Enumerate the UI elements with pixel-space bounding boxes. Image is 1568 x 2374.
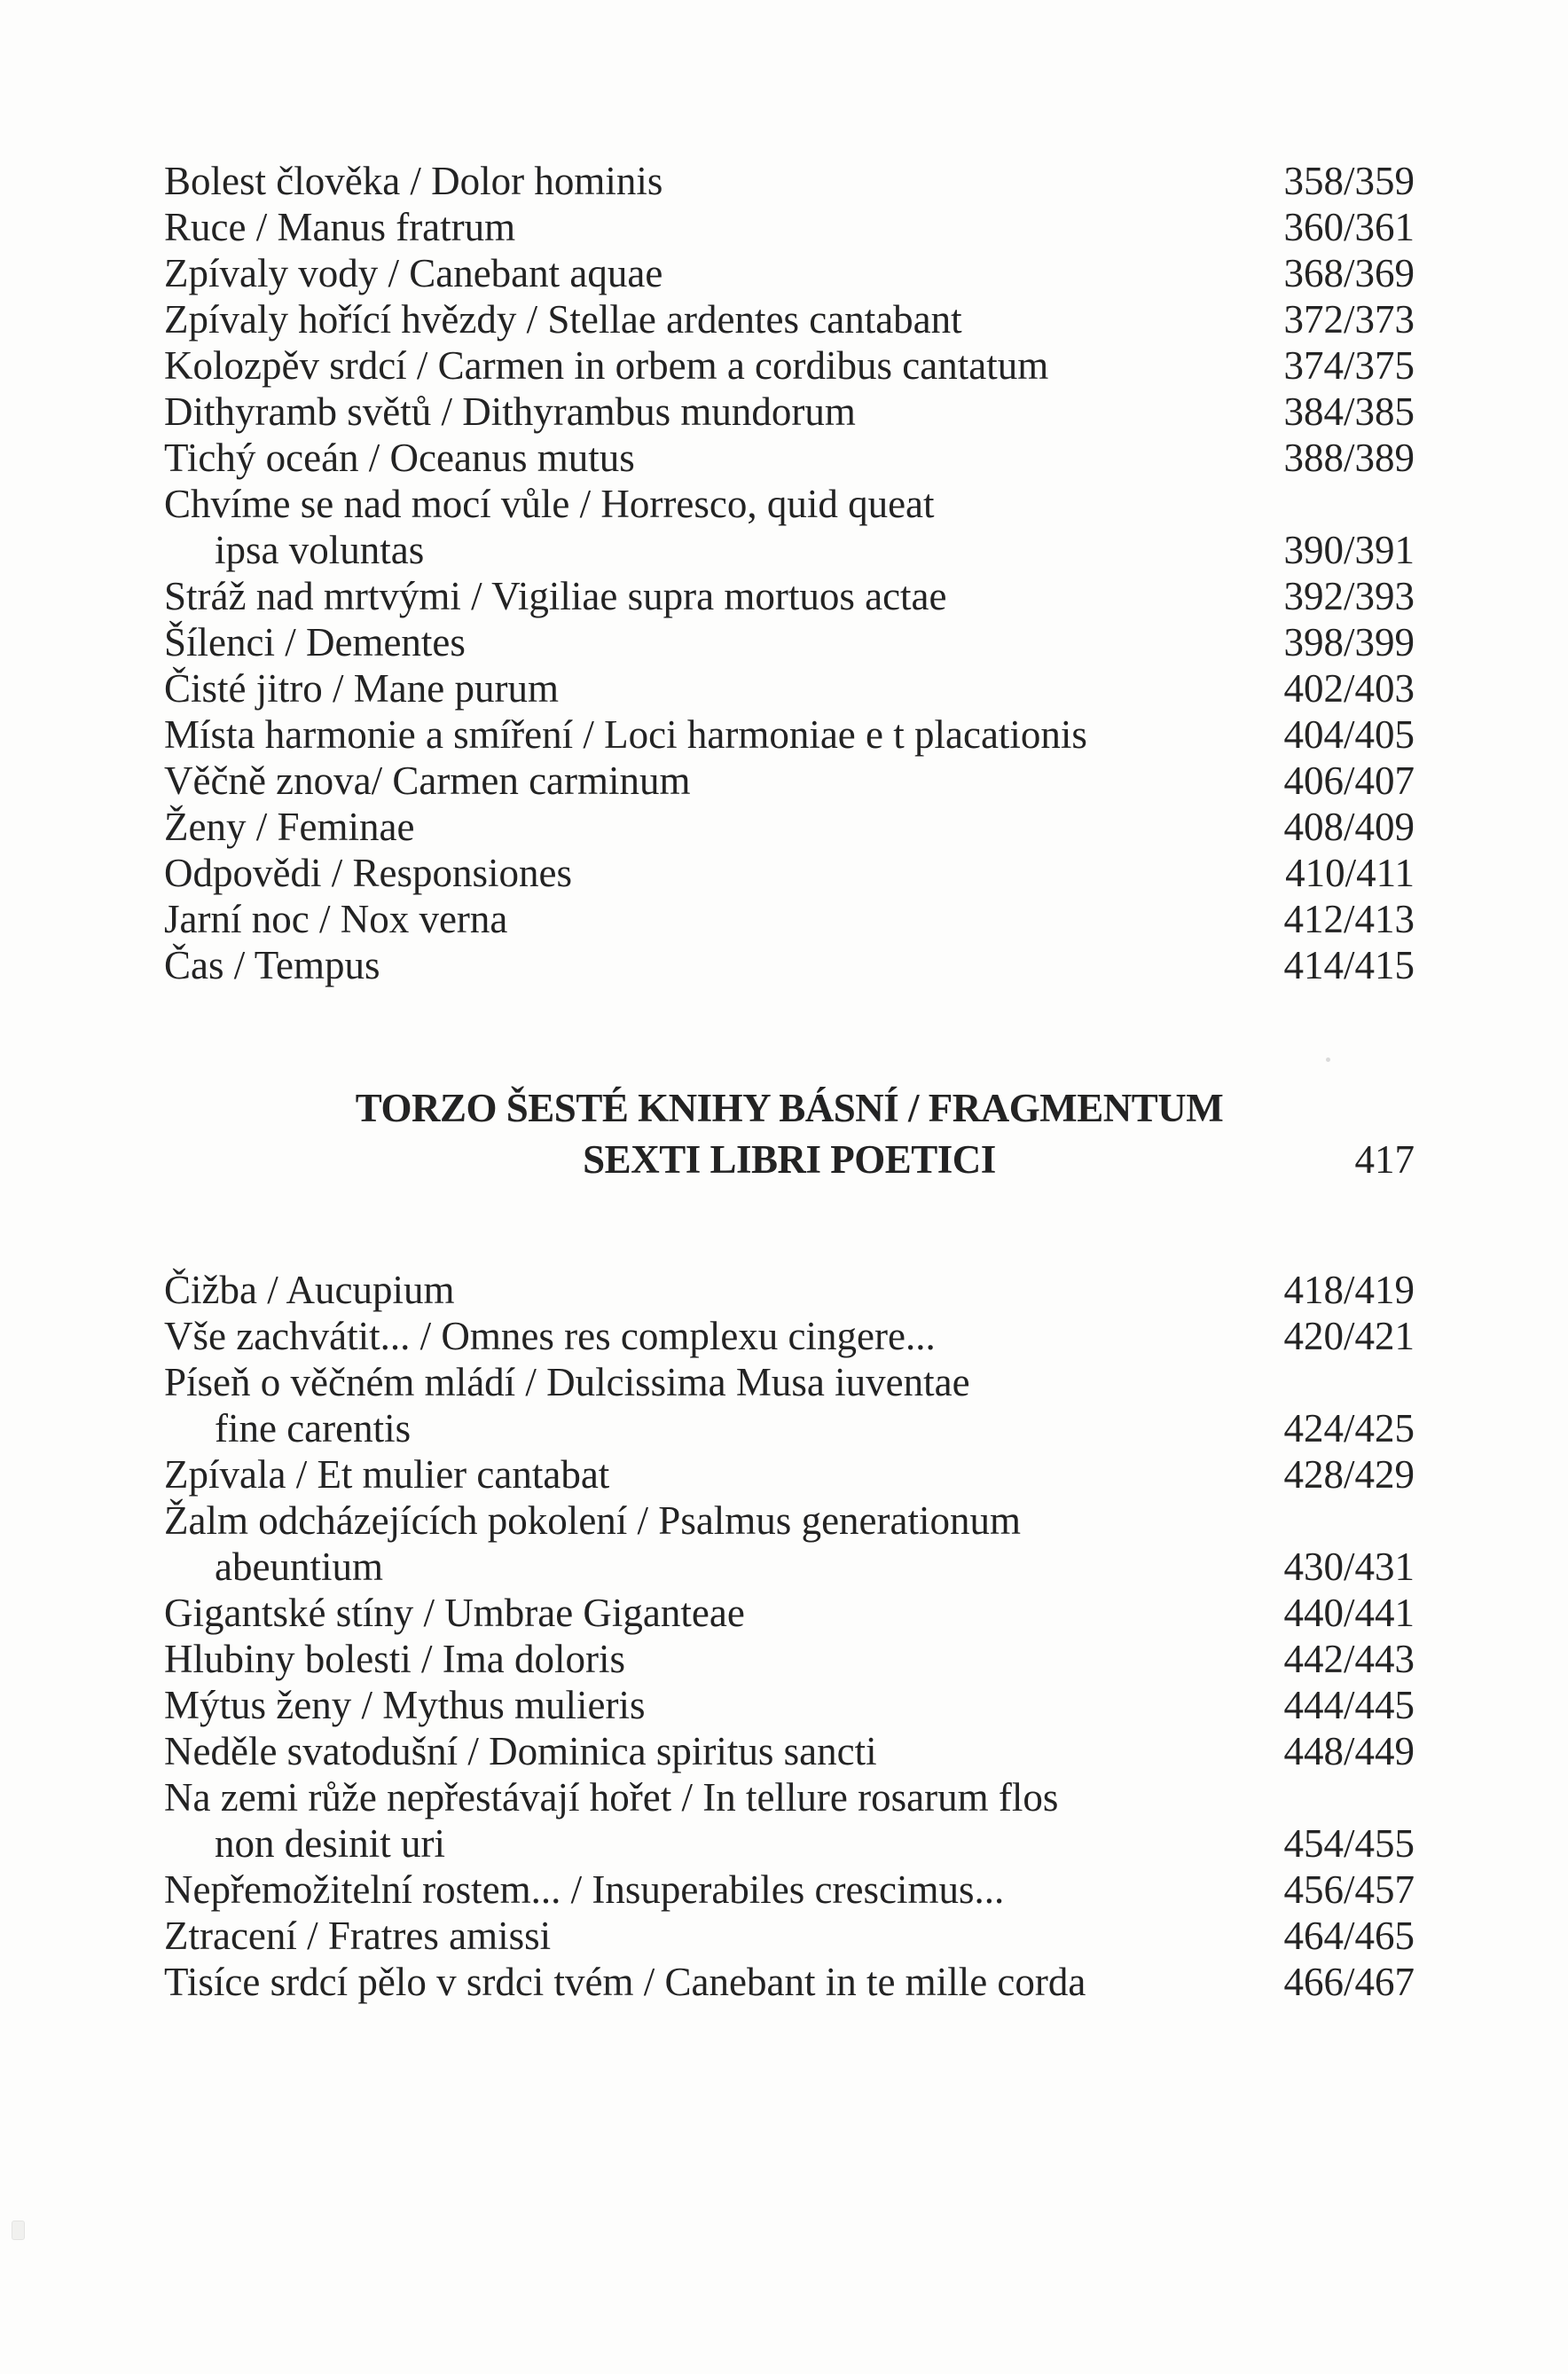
entry-page-numbers: 440/441 bbox=[1283, 1591, 1415, 1635]
entry-title-continuation: non desinit uri bbox=[215, 1821, 445, 1866]
entry-page-numbers: 430/431 bbox=[1283, 1545, 1415, 1589]
toc-section-one bbox=[164, 158, 1415, 988]
entry-page-numbers: 390/391 bbox=[1283, 528, 1415, 572]
entry-title bbox=[164, 942, 1262, 988]
entry-title bbox=[164, 804, 1262, 850]
entry-title-line: Místa harmonie a smíření / Loci harmoniae e t placationis bbox=[164, 712, 1087, 757]
toc-entry bbox=[164, 1682, 1415, 1728]
entry-title-line: Ruce / Manus fratrum bbox=[164, 205, 516, 249]
toc-entry bbox=[164, 158, 1415, 204]
toc-section-two bbox=[164, 1267, 1415, 2005]
entry-title bbox=[164, 1682, 1262, 1728]
entry-title-line: Kolozpěv srdcí / Carmen in orbem a cordibus cantatum bbox=[164, 343, 1049, 388]
entry-page-numbers: 368/369 bbox=[1283, 251, 1415, 295]
toc-entry bbox=[164, 942, 1415, 988]
entry-title bbox=[164, 1867, 1262, 1913]
entry-title bbox=[164, 1590, 1262, 1636]
toc-entry bbox=[164, 804, 1415, 850]
entry-page-numbers: 448/449 bbox=[1283, 1729, 1415, 1773]
toc-entry bbox=[164, 250, 1415, 296]
entry-page-numbers: 464/465 bbox=[1283, 1914, 1415, 1958]
entry-title bbox=[164, 1267, 1262, 1313]
entry-page-numbers: 418/419 bbox=[1283, 1268, 1415, 1312]
toc-entry bbox=[164, 573, 1415, 619]
entry-page-numbers: 360/361 bbox=[1283, 205, 1415, 249]
entry-title-line: Stráž nad mrtvými / Vigiliae supra mortuos actae bbox=[164, 574, 947, 618]
entry-title-line: Čas / Tempus bbox=[164, 943, 380, 987]
entry-title bbox=[164, 1451, 1262, 1498]
toc-entry bbox=[164, 481, 1415, 573]
entry-title-line: Chvíme se nad mocí vůle / Horresco, quid queat bbox=[164, 482, 935, 526]
entry-title-continuation: ipsa voluntas bbox=[215, 528, 425, 572]
toc-entry bbox=[164, 1774, 1415, 1867]
entry-title-line: Zpívaly vody / Canebant aquae bbox=[164, 251, 663, 295]
toc-entry bbox=[164, 342, 1415, 389]
toc-entry bbox=[164, 1590, 1415, 1636]
toc-entry bbox=[164, 389, 1415, 435]
toc-entry bbox=[164, 1313, 1415, 1359]
entry-title bbox=[164, 619, 1262, 665]
entry-title-line: Nepřemožitelní rostem... / Insuperabiles crescimus... bbox=[164, 1867, 1005, 1912]
entry-page-numbers: 444/445 bbox=[1283, 1683, 1415, 1727]
entry-title-line: Věčně znova/ Carmen carminum bbox=[164, 759, 691, 803]
entry-title-line: Zpívaly hořící hvězdy / Stellae ardentes cantabant bbox=[164, 297, 962, 342]
entry-title-line: Vše zachvátit... / Omnes res complexu cingere... bbox=[164, 1314, 936, 1358]
entry-title bbox=[164, 435, 1262, 481]
entry-title-line: Tisíce srdcí pělo v srdci tvém / Canebant in te mille corda bbox=[164, 1960, 1086, 2004]
entry-title-line: Odpovědi / Responsiones bbox=[164, 851, 572, 895]
entry-title bbox=[164, 296, 1262, 342]
entry-title-line: Čižba / Aucupium bbox=[164, 1268, 455, 1312]
entry-title-line: Šílenci / Dementes bbox=[164, 620, 466, 664]
entry-page-numbers: 398/399 bbox=[1283, 620, 1415, 664]
toc-entry bbox=[164, 1867, 1415, 1913]
entry-title bbox=[164, 1359, 1262, 1451]
entry-title-line: Píseň o věčném mládí / Dulcissima Musa iuventae bbox=[164, 1360, 970, 1404]
entry-page-numbers: 402/403 bbox=[1283, 666, 1415, 711]
entry-title-line: Čisté jitro / Mane purum bbox=[164, 666, 559, 711]
toc-entry bbox=[164, 1359, 1415, 1451]
entry-title-line: Zpívala / Et mulier cantabat bbox=[164, 1452, 610, 1497]
toc-entry bbox=[164, 1913, 1415, 1959]
entry-title-line: Ztracení / Fratres amissi bbox=[164, 1914, 552, 1958]
entry-page-numbers: 410/411 bbox=[1285, 851, 1415, 895]
entry-page-numbers: 384/385 bbox=[1283, 389, 1415, 434]
entry-page-numbers: 442/443 bbox=[1283, 1637, 1415, 1681]
toc-entry bbox=[164, 850, 1415, 896]
section-heading bbox=[164, 1082, 1415, 1185]
section-heading-line-1: TORZO ŠESTÉ KNIHY BÁSNÍ / FRAGMENTUM bbox=[355, 1086, 1224, 1130]
entry-title-line: Tichý oceán / Oceanus mutus bbox=[164, 436, 635, 480]
entry-page-numbers: 406/407 bbox=[1283, 759, 1415, 803]
toc-entry bbox=[164, 435, 1415, 481]
entry-title-line: Dithyramb světů / Dithyrambus mundorum bbox=[164, 389, 856, 434]
toc-entry bbox=[164, 665, 1415, 711]
entry-title-line: Žalm odcházejících pokolení / Psalmus generationum bbox=[164, 1498, 1021, 1543]
toc-entry bbox=[164, 1498, 1415, 1590]
entry-title-line: Hlubiny bolesti / Ima doloris bbox=[164, 1637, 625, 1681]
entry-title bbox=[164, 665, 1262, 711]
toc-entry bbox=[164, 1959, 1415, 2005]
scan-speck bbox=[1326, 1057, 1330, 1062]
entry-page-numbers: 374/375 bbox=[1283, 343, 1415, 388]
entry-page-numbers: 420/421 bbox=[1283, 1314, 1415, 1358]
section-heading-line-2: SEXTI LIBRI POETICI bbox=[583, 1137, 996, 1182]
entry-title bbox=[164, 1913, 1262, 1959]
entry-title-line: Mýtus ženy / Mythus mulieris bbox=[164, 1683, 646, 1727]
entry-title bbox=[164, 1313, 1262, 1359]
entry-page-numbers: 358/359 bbox=[1283, 159, 1415, 203]
entry-title bbox=[164, 250, 1262, 296]
entry-title bbox=[164, 204, 1262, 250]
entry-title bbox=[164, 1728, 1262, 1774]
section-heading-page-number: 417 bbox=[1354, 1137, 1415, 1182]
entry-title bbox=[164, 342, 1262, 389]
entry-page-numbers: 404/405 bbox=[1283, 712, 1415, 757]
toc-entry bbox=[164, 758, 1415, 804]
entry-title bbox=[164, 389, 1262, 435]
entry-page-numbers: 408/409 bbox=[1283, 805, 1415, 849]
entry-page-numbers: 466/467 bbox=[1283, 1960, 1415, 2004]
entry-title-line: Gigantské stíny / Umbrae Giganteae bbox=[164, 1591, 745, 1635]
entry-title-line: Bolest člověka / Dolor hominis bbox=[164, 159, 663, 203]
entry-page-numbers: 424/425 bbox=[1283, 1406, 1415, 1450]
entry-title bbox=[164, 1959, 1262, 2005]
entry-title bbox=[164, 850, 1264, 896]
entry-title bbox=[164, 158, 1262, 204]
toc-entry bbox=[164, 619, 1415, 665]
toc-entry bbox=[164, 1728, 1415, 1774]
entry-title-line: Neděle svatodušní / Dominica spiritus sancti bbox=[164, 1729, 877, 1773]
entry-title bbox=[164, 758, 1262, 804]
entry-title bbox=[164, 711, 1262, 758]
entry-page-numbers: 456/457 bbox=[1283, 1867, 1415, 1912]
toc-entry bbox=[164, 1267, 1415, 1313]
entry-page-numbers: 388/389 bbox=[1283, 436, 1415, 480]
entry-title bbox=[164, 1636, 1262, 1682]
entry-title bbox=[164, 896, 1262, 942]
entry-title-line: Ženy / Feminae bbox=[164, 805, 415, 849]
entry-title bbox=[164, 481, 1262, 573]
toc-entry bbox=[164, 896, 1415, 942]
entry-page-numbers: 392/393 bbox=[1283, 574, 1415, 618]
entry-title bbox=[164, 1774, 1262, 1867]
entry-title-line: Jarní noc / Nox verna bbox=[164, 897, 508, 941]
entry-title bbox=[164, 573, 1262, 619]
entry-title-continuation: fine carentis bbox=[215, 1406, 412, 1450]
toc-entry bbox=[164, 711, 1415, 758]
toc-entry bbox=[164, 1636, 1415, 1682]
entry-page-numbers: 454/455 bbox=[1283, 1821, 1415, 1866]
toc-entry bbox=[164, 204, 1415, 250]
entry-page-numbers: 412/413 bbox=[1283, 897, 1415, 941]
entry-title-line: Na zemi růže nepřestávají hořet / In tellure rosarum flos bbox=[164, 1775, 1059, 1820]
toc-entry bbox=[164, 296, 1415, 342]
scan-artifact bbox=[12, 2221, 25, 2240]
toc-entry bbox=[164, 1451, 1415, 1498]
entry-title bbox=[164, 1498, 1262, 1590]
entry-page-numbers: 414/415 bbox=[1283, 943, 1415, 987]
entry-page-numbers: 428/429 bbox=[1283, 1452, 1415, 1497]
entry-page-numbers: 372/373 bbox=[1283, 297, 1415, 342]
entry-title-continuation: abeuntium bbox=[215, 1545, 383, 1589]
table-of-contents bbox=[164, 158, 1415, 2005]
